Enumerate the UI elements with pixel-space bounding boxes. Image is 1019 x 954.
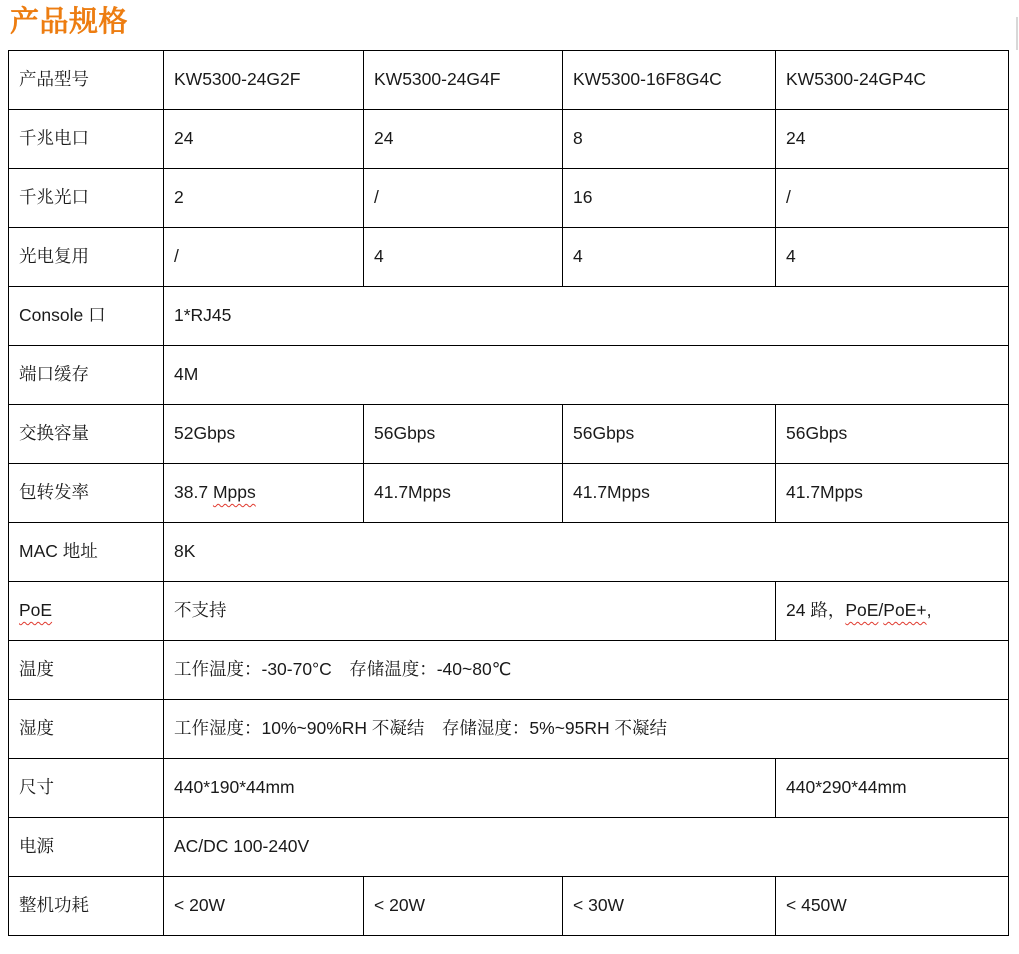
spec-row-label: 产品型号: [9, 51, 164, 110]
spec-cell: 41.7Mpps: [563, 464, 776, 523]
table-row-mac-addresses: [9, 523, 1009, 582]
spec-cell: [776, 582, 1009, 641]
spec-cell: < 450W: [776, 877, 1009, 936]
spec-cell: 4M: [164, 346, 1009, 405]
spec-cell: 4: [563, 228, 776, 287]
spec-cell: 1*RJ45: [164, 287, 1009, 346]
spec-cell: 工作湿度：10%~90%RH 不凝结 存储湿度：5%~95RH 不凝结: [164, 700, 1009, 759]
value-text: 38.7: [174, 482, 213, 503]
spec-row-label: 端口缓存: [9, 346, 164, 405]
value-text: 24 路，: [786, 600, 846, 621]
table-row-forwarding-rate: [9, 464, 1009, 523]
spec-row-label: 电源: [9, 818, 164, 877]
spec-cell: 440*190*44mm: [164, 759, 776, 818]
spec-cell: < 30W: [563, 877, 776, 936]
spec-cell: 52Gbps: [164, 405, 364, 464]
spec-cell: 不支持: [164, 582, 776, 641]
spec-cell: 41.7Mpps: [364, 464, 563, 523]
spec-cell: AC/DC 100-240V: [164, 818, 1009, 877]
spellcheck-underlined-text: PoE: [845, 600, 879, 621]
spec-cell: 56Gbps: [364, 405, 563, 464]
spec-cell: /: [776, 169, 1009, 228]
spec-cell: KW5300-16F8G4C: [563, 51, 776, 110]
value-text: /: [878, 600, 884, 621]
table-row-port-buffer: [9, 346, 1009, 405]
spec-cell: 16: [563, 169, 776, 228]
value-text: ,: [926, 600, 932, 621]
spec-cell: KW5300-24G2F: [164, 51, 364, 110]
spec-cell: 工作温度：-30-70°C 存储温度：-40~80℃: [164, 641, 1009, 700]
spec-row-label: MAC 地址: [9, 523, 164, 582]
spec-cell: 8K: [164, 523, 1009, 582]
table-row-power-supply: [9, 818, 1009, 877]
spec-cell: 24: [776, 110, 1009, 169]
table-row-combo-ports: [9, 228, 1009, 287]
spec-row-label: 千兆光口: [9, 169, 164, 228]
spec-row-label: Console 口: [9, 287, 164, 346]
spec-cell: [164, 464, 364, 523]
spec-cell: 2: [164, 169, 364, 228]
table-row-poe: [9, 582, 1009, 641]
table-row-temperature: [9, 641, 1009, 700]
spec-cell: 41.7Mpps: [776, 464, 1009, 523]
spec-cell: 4: [776, 228, 1009, 287]
spec-row-label: 千兆电口: [9, 110, 164, 169]
spellcheck-underlined-text: PoE+: [883, 600, 927, 621]
spec-row-label: 交换容量: [9, 405, 164, 464]
table-row-dimensions: [9, 759, 1009, 818]
spec-cell: KW5300-24GP4C: [776, 51, 1009, 110]
spec-row-label: [9, 582, 164, 641]
spec-cell: 56Gbps: [563, 405, 776, 464]
table-row-console-port: [9, 287, 1009, 346]
spec-row-label: 湿度: [9, 700, 164, 759]
spellcheck-underlined-text: PoE: [19, 600, 53, 621]
table-row-model: [9, 51, 1009, 110]
spec-cell: /: [164, 228, 364, 287]
table-row-gigabit-copper-ports: [9, 110, 1009, 169]
spec-cell: 4: [364, 228, 563, 287]
spec-row-label: 温度: [9, 641, 164, 700]
spec-cell: 24: [164, 110, 364, 169]
spec-row-label: 尺寸: [9, 759, 164, 818]
spec-cell: 440*290*44mm: [776, 759, 1009, 818]
spec-cell: /: [364, 169, 563, 228]
spec-cell: 8: [563, 110, 776, 169]
spec-cell: < 20W: [364, 877, 563, 936]
spec-cell: KW5300-24G4F: [364, 51, 563, 110]
spec-cell: < 20W: [164, 877, 364, 936]
page-title: 产品规格: [10, 6, 129, 38]
table-row-gigabit-fiber-ports: [9, 169, 1009, 228]
spellcheck-underlined-text: Mpps: [212, 482, 256, 503]
product-spec-table: [8, 50, 1009, 936]
table-row-switching-capacity: [9, 405, 1009, 464]
table-row-humidity: [9, 700, 1009, 759]
spec-row-label: 光电复用: [9, 228, 164, 287]
spec-cell: 24: [364, 110, 563, 169]
clipped-panel-edge: [1016, 17, 1018, 50]
spec-row-label: 包转发率: [9, 464, 164, 523]
spec-cell: 56Gbps: [776, 405, 1009, 464]
spec-row-label: 整机功耗: [9, 877, 164, 936]
table-row-power-consumption: [9, 877, 1009, 936]
